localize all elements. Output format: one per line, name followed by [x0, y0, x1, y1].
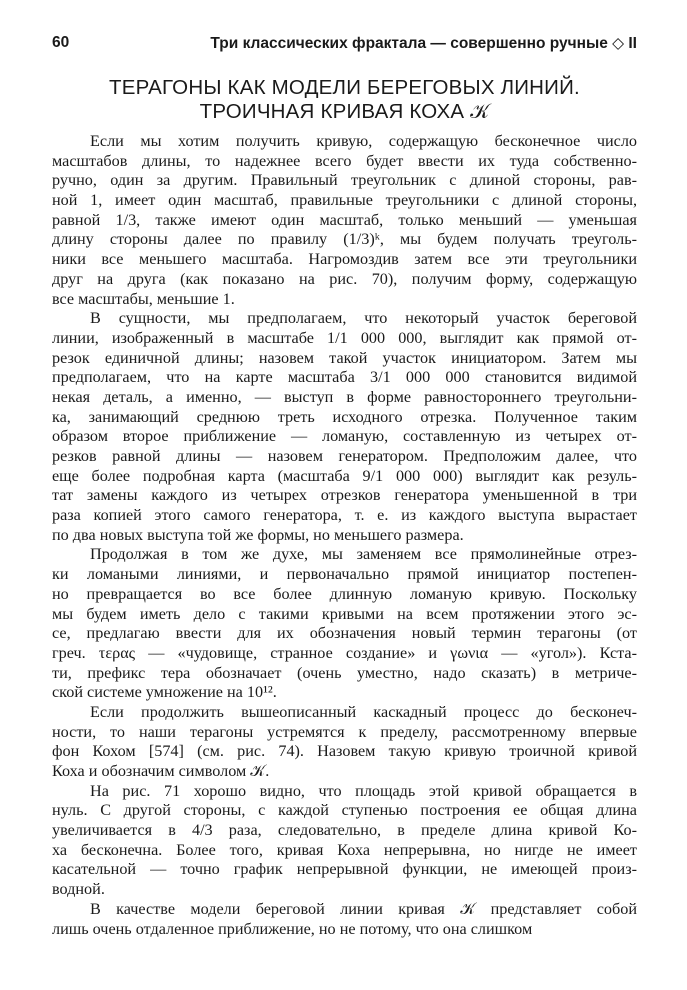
paragraph: [52, 900, 637, 939]
text-line: масштабов длины, то надежнее всего будет ввести их туда собственно-: [52, 151, 637, 170]
paragraph: [52, 132, 637, 309]
running-title: Три классических фрактала — совершенно ручные ◇ II: [210, 35, 637, 52]
text-line: В сущности, мы предполагаем, что некоторый участок береговой: [90, 309, 637, 328]
text-line: греч. τερας — «чудовище, странное создание» и γωνια — «угол»). Кста-: [52, 643, 637, 662]
text-line: лишь очень отдаленное приближение, но не потому, что она слишком: [52, 919, 533, 938]
text-line: резок единичной длины; назовем такой участок инициатором. Затем мы: [52, 348, 637, 367]
text-line: ники все меньшего масштаба. Нагромоздив затем все эти треугольники: [52, 250, 637, 269]
text-line: тат замены каждого из четырех отрезков генератора уменьшенной в три: [52, 486, 637, 505]
text-line: ности, то наши терагоны устремятся к пределу, рассмотренному впервые: [52, 722, 637, 741]
text-line: увеличивается в 4/3 раза, следовательно, в пределе длина кривой Ко-: [52, 821, 637, 840]
text-line: ти, префикс тера обозначает (очень уместно, надо сказать) в метриче-: [52, 663, 637, 682]
text-line: В качестве модели береговой линии кривая 𝒦 представляет собой: [90, 899, 637, 918]
text-line: водной.: [52, 880, 105, 899]
paragraph: [52, 545, 637, 703]
paragraph: [52, 782, 637, 900]
text-line: нуль. С другой стороны, с каждой ступенью построения ее общая длина: [52, 801, 637, 820]
text-line: раза копией этого самого генератора, т. е. из каждого выступа вырастает: [52, 506, 637, 525]
text-line: Если мы хотим получить кривую, содержащую бесконечное число: [90, 132, 637, 150]
text-line: ной 1, имеет один масштаб, правильные треугольники с длиной стороны,: [52, 191, 637, 210]
text-line: Продолжая в том же духе, мы заменяем все прямолинейные отрез-: [90, 545, 637, 564]
running-header: [52, 34, 637, 56]
text-line: предполагаем, что на карте масштаба 3/1 000 000 становится видимой: [52, 368, 637, 387]
text-line: все масштабы, меньшие 1.: [52, 289, 235, 308]
text-line: длину стороны далее по правилу (1/3)ᵏ, мы будем получать треуголь-: [52, 230, 637, 249]
text-line: мы будем иметь дело с такими кривыми на всем протяжении этого эс-: [52, 604, 637, 623]
text-line: касательной — точно график непрерывной функции, не имеющей произ-: [52, 860, 637, 879]
section-title-line-1: ТЕРАГОНЫ КАК МОДЕЛИ БЕРЕГОВЫХ ЛИНИЙ.: [109, 76, 580, 99]
text-line: друг на друга (как показано на рис. 70), получим форму, содержащую: [52, 269, 637, 288]
text-line: но превращается во все более длинную ломаную кривую. Поскольку: [52, 584, 637, 603]
text-line: На рис. 71 хорошо видно, что площадь этой кривой обращается в: [90, 781, 637, 800]
text-line: некая деталь, а именно, — выступ в форме равностороннего треугольни-: [52, 387, 637, 406]
text-line: ха бесконечна. Более того, кривая Коха непрерывна, но нигде не имеет: [52, 840, 637, 859]
section-title: [52, 76, 637, 124]
page-number: 60: [52, 34, 70, 51]
body-text: [52, 132, 637, 939]
text-line: Если продолжить вышеописанный каскадный процесс до бесконеч-: [90, 702, 637, 721]
text-line: ской системе умножение на 10¹².: [52, 683, 277, 702]
text-line: ки ломаными линиями, и первоначально прямой инициатор постепен-: [52, 565, 637, 584]
text-line: ка, занимающий среднюю треть исходного отрезка. Полученное таким: [52, 407, 637, 426]
text-line: резков равной длины — назовем генератором. Предположим далее, что: [52, 447, 637, 465]
text-line: фон Кохом [574] (см. рис. 74). Назовем такую кривую троичной кривой: [52, 742, 637, 761]
paragraph: [52, 703, 637, 782]
text-line: Коха и обозначим символом 𝒦.: [52, 762, 270, 780]
text-line: ручно, один за другим. Правильный треугольник с длиной стороны, рав-: [52, 171, 637, 190]
text-line: линии, изображенный в масштабе 1/1 000 000, выглядит как прямой от-: [52, 328, 637, 347]
text-line: се, предлагаю ввести для их обозначения новый термин терагоны (от: [52, 624, 637, 643]
text-line: по два новых выступа той же формы, но меньшего размера.: [52, 525, 464, 544]
text-line: равной 1/3, также имеют один масштаб, только меньший — уменьшая: [52, 210, 637, 229]
section-title-line-2: ТРОИЧНАЯ КРИВАЯ КОХА 𝒦: [199, 100, 490, 123]
text-line: образом второе приближение — ломаную, составленную из четырех от-: [52, 427, 637, 446]
text-line: еще более подробная карта (масштаба 9/1 000 000) выглядит как резуль-: [52, 466, 637, 485]
paragraph: [52, 309, 637, 545]
